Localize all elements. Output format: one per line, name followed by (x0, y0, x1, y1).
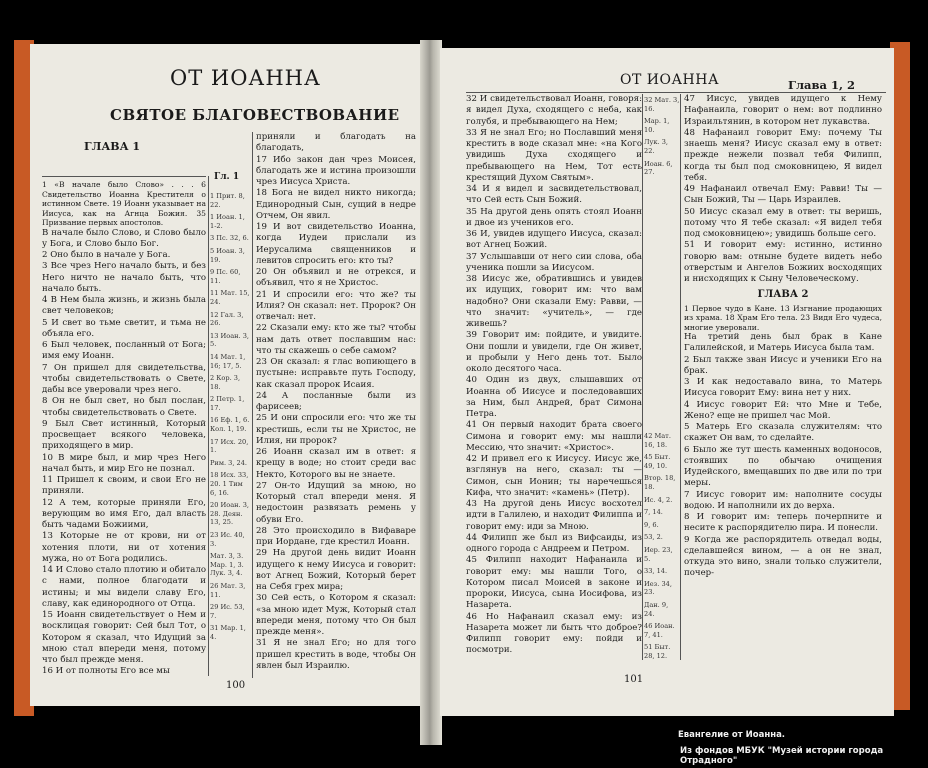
book-spine (420, 40, 442, 745)
verse: 10 В мире был, и мир чрез Него начал быть, и мир Его не познал. (42, 452, 206, 474)
verse: 16 И от полноты Его все мы (42, 666, 170, 677)
verse: 12 А тем, которые приняли Его, верующим во имя Его, дал власть быть чадами Божиими, (42, 497, 206, 530)
right-column-1 (466, 94, 642, 657)
verse: 15 Иоанн свидетельствует о Нем и восклицая говорит: Сей был Тот, о Котором я сказал, что Идущий за мною стал впереди меня, потому что был прежде меня. (42, 610, 206, 665)
verse: 48 Нафанаил говорит Ему: почему Ты знаешь меня? Иисус сказал ему в ответ: прежде нежели позвал тебя Филипп, когда ты был под смоковницею, Я видел тебя. (684, 127, 882, 183)
cross-reference: 51 Быт. 28, 12. (644, 643, 671, 660)
verse: 51 И говорит ему: истинно, истинно говорю вам: отныне будете видеть небо отверстым и Ангелов Божиих восходящих и нисходящих к Сыну Человеческому. (684, 240, 882, 284)
cross-reference: Втор. 18, 18. (644, 474, 676, 491)
cross-reference: 17 Исх. 20, 1. (210, 437, 249, 455)
verse: 41 Он первый находит брата своего Симона и говорит ему: мы нашли Мессию, что значит: «Христос». (466, 420, 642, 453)
cross-reference: 23 Ис. 40, 3. (210, 531, 245, 548)
running-chapter: Глава 1, 2 (788, 78, 855, 92)
verse: 32 И свидетельствовал Иоанн, говоря: я видел Духа, сходящего с неба, как голубя, и пребывающего на Нем; (466, 94, 642, 127)
cross-reference: 13 Иоан. 3, 5. (210, 331, 250, 349)
cross-reference: 11 Мат. 15, 24. (210, 289, 250, 306)
left-page (30, 44, 426, 706)
verse-list (684, 332, 882, 580)
verse: 21 И спросили его: что же? ты Илия? Он сказал: нет. Пророк? Он отвечал: нет. (256, 289, 416, 322)
page-number: 100 (226, 680, 246, 691)
cross-reference: 2 Петр. 1, 17. (210, 395, 245, 412)
verse: 6 Было же тут шесть каменных водоносов, стоявших по обычаю очищения Иудейского, вмещавших по две или по три меры. (684, 444, 882, 489)
cross-reference: 9, 6. (644, 520, 659, 529)
cross-reference: 26 Мат. 3, 11. (210, 581, 246, 599)
left-column-1 (42, 180, 206, 678)
cross-reference: Дан. 9, 24. (644, 600, 669, 618)
cross-reference: 7, 14. (644, 508, 663, 517)
cross-reference: 33, 14. (644, 567, 668, 576)
verse: 44 Филипп же был из Вифсаиды, из одного города с Андреем и Петром. (466, 532, 642, 554)
verse: 20 Он объявил и не отрекся, и объявил, что я не Христос. (256, 267, 416, 289)
cross-reference: Рим. 3, 24. (210, 458, 248, 467)
cross-reference: Иез. 34, 23. (644, 579, 672, 597)
cross-reference: 16 Еф. 1, 6. Кол. 1, 19. (210, 416, 250, 434)
cross-reference: 31 Мар. 1, 4. (210, 624, 246, 641)
verse: 8 И говорит им: теперь почерпните и несите к распорядителю пира. И понесли. (684, 512, 882, 534)
verse: 27 Он-то Идущий за мною, но Который стал впереди меня. Я недостоин развязать ремень у обуви Его. (256, 480, 416, 525)
right-page (440, 48, 894, 716)
cross-references (644, 96, 680, 181)
rule (42, 176, 206, 177)
running-title: ОТ ИОАННА (620, 72, 720, 88)
verse: 5 И свет во тьме светит, и тьма не объяла его. (42, 317, 206, 339)
verse: 18 Бога не видел никто никогда; Единородный Сын, сущий в недре Отчем, Он явил. (256, 188, 416, 221)
verse: 29 На другой день видит Иоанн идущего к нему Иисуса и говорит: вот Агнец Божий, Который берет на Себя грех мира; (256, 548, 416, 592)
verse: 19 И вот свидетельство Иоанна, когда Иудеи прислали из Иерусалима священников и левитов спросить его: кто ты? (256, 222, 416, 266)
cross-reference: Мар. 1, 10. (644, 117, 670, 134)
cross-reference: 14 Мат. 1, 16; 17, 5. (210, 352, 246, 370)
cross-reference: Иоан. 6, 27. (644, 159, 673, 177)
verse: В начале было Слово, и Слово было у Бога, и Слово было Бог. (42, 227, 206, 249)
verse: 47 Иисус, увидев идущего к Нему Нафанаила, говорит о нем: вот подлинно Израильтянин, в котором нет лукавства. (684, 94, 882, 127)
book-title: ОТ ИОАННА (170, 66, 321, 90)
cross-reference: 5 Иоан. 3, 19. (210, 246, 245, 264)
header-rule (466, 92, 886, 93)
cross-reference: 1 Иоан. 1, 1-2. (210, 213, 245, 230)
verse: 7 Иисус говорит им: наполните сосуды водою. И наполнили их до верха. (684, 489, 882, 511)
cross-references (644, 432, 680, 664)
cross-reference: 46 Иоан. 7, 41. (644, 622, 675, 639)
chapter-summary: 1 Первое чудо в Кане. 13 Изгнание продающих из храма. 18 Храм Его тела. 23 Видя Его чудеса, многие уверовали. (684, 303, 882, 332)
cross-reference: 45 Быт. 49, 10. (644, 453, 671, 470)
verse: 31 Я не знал Его; но для того пришел крестить в воде, чтобы Он явлен был Израилю. (256, 638, 416, 671)
verse: 13 Которые не от крови, ни от хотения плоти, ни от хотения мужа, но от Бога родились. (42, 531, 206, 564)
verse: 3 Все чрез Него начало быть, и без Него ничто не начало быть, что начало быть. (42, 261, 206, 294)
verse: 49 Нафанаил отвечал Ему: Равви! Ты — Сын Божий, Ты — Царь Израилев. (684, 184, 882, 206)
verse: 9 Был Свет истинный, Который просвещает всякого человека, приходящего в мир. (42, 418, 206, 452)
cross-reference: 12 Гал. 3, 26. (210, 310, 244, 328)
verse: На третий день был брак в Кане Галилейской, и Матерь Иисуса была там. (684, 332, 882, 354)
right-column-2 (684, 94, 882, 580)
verse: 5 Матерь Его сказала служителям: что скажет Он вам, то сделайте. (684, 422, 882, 444)
cross-reference: 42 Мат. 16, 18. (644, 432, 671, 449)
verse: 36 И, увидев идущего Иисуса, сказал: вот Агнец Божий. (466, 229, 642, 251)
verse: 46 Но Нафанаил сказал ему: из Назарета может ли быть что доброе? Филипп говорит ему: пойди и посмотри. (466, 611, 642, 656)
verse: 6 Был человек, посланный от Бога; имя ему Иоанн. (42, 340, 206, 362)
cross-reference: Мат. 3, 3. Мар. 1, 3. Лук. 3, 4. (210, 552, 244, 578)
cross-reference: 20 Иоан. 3, 28. Деян. 13, 25. (210, 501, 250, 527)
verse: 38 Иисус же, обратившись и увидев их идущих, говорит им: что вам надобно? Они сказали Ему: Равви, — что значит: «учитель», — где живешь? (466, 274, 642, 329)
verse: 30 Сей есть, о Котором я сказал: «за мною идет Муж, Который стал впереди меня, потому что Он был прежде меня». (256, 593, 416, 637)
cross-reference: 1 Прит. 8, 22. (210, 192, 245, 209)
verse: 11 Пришел к своим, и свои Его не приняли. (42, 475, 206, 497)
verse: 37 Услышавши от него сии слова, оба ученика пошли за Иисусом. (466, 251, 642, 273)
verse: 39 Говорит им: пойдите, и увидите. Они пошли и увидели, где Он живет, и пробыли у Него день тот. Было около десятого часа. (466, 330, 642, 374)
verse: 2 Был также зван Иисус и ученики Его на брак. (684, 354, 882, 376)
verse: 24 А посланные были из фарисеев; (256, 390, 416, 412)
verse: 42 И привел его к Иисусу. Иисус же, взглянув на него, сказал: ты — Симон, сын Ионин; ты наречешься Кифа, что значит: «камень» (Петр). (466, 454, 642, 498)
photo-caption-source: Из фондов МБУК "Музей истории города Отрадного" (680, 746, 884, 766)
verse: 28 Это происходило в Вифаваре при Иордане, где крестил Иоанн. (256, 525, 416, 547)
chapter-heading: ГЛАВА 1 (84, 140, 141, 153)
verse: 26 Иоанн сказал им в ответ: я крещу в воде; но стоит среди вас Некто, Которого вы не знаете. (256, 447, 416, 480)
verse: приняли и благодать на благодать, (256, 132, 416, 154)
cross-reference: Лук. 3, 22. (644, 138, 668, 155)
verse: 4 Иисус говорит Ей: что Мне и Тебе, Жено? еще не пришел час Мой. (684, 399, 882, 421)
verse: 2 Оно было в начале у Бога. (42, 250, 171, 260)
verse: 9 Когда же распорядитель отведал воды, сделавшейся вином, — а он не знал, откуда это вино, знали только служители, почер- (684, 534, 882, 579)
verse: 4 В Нем была жизнь, и жизнь была свет человеков; (42, 295, 206, 317)
verse: 14 И Слово стало плотию и обитало с нами, полное благодати и истины; и мы видели славу Его, славу, как единородного от Отца. (42, 565, 207, 609)
column-rule (680, 94, 681, 660)
cross-reference: 29 Ис. 53, 7. (210, 603, 245, 620)
verse: 34 И я видел и засвидетельствовал, что Сей есть Сын Божий. (466, 184, 642, 206)
verse-list (42, 228, 206, 678)
chapter-summary: 1 «В начале было Слово» . . . 6 Свидетельство Иоанна Крестителя о истинном Свете. 19 Иоанн указывает на Иисуса, как на Агнца Божия. 35 Призвание первых апостолов. (42, 180, 206, 227)
verse: 45 Филипп находит Нафанаила и говорит ему: мы нашли Того, о Котором писал Моисей в законе и пророки, Иисуса, сына Иосифова, из Назарета. (466, 555, 642, 611)
verse: 43 На другой день Иисус восхотел идти в Галилею, и находит Филиппа и говорит ему: иди за Мною. (466, 499, 642, 532)
chapter-heading: ГЛАВА 2 (757, 289, 809, 301)
verse: 25 И они спросили его: что же ты крестишь, если ты не Христос, не Илия, ни пророк? (256, 413, 416, 446)
column-rule (252, 132, 253, 678)
column-rule (642, 94, 643, 660)
verse: 35 На другой день опять стоял Иоанн и двое из учеников его. (466, 206, 642, 228)
verse: 33 Я не знал Его; но Пославший меня крестить в воде сказал мне: «на Кого увидишь Духа сходящего и пребывающего на Нем, Тот есть крестящий Духом Святым». (466, 127, 642, 183)
cross-reference: 53, 2. (644, 533, 663, 542)
chapter-abbr: Гл. 1 (214, 172, 240, 182)
photo-caption-title: Евангелие от Иоанна. (678, 730, 786, 740)
verse: 8 Он не был свет, но был послан, чтобы свидетельствовать о Свете. (42, 396, 206, 418)
cross-reference: 3 Пс. 32, 6. (210, 234, 249, 243)
cross-reference: Иер. 23, 5. (644, 545, 673, 563)
verse: 3 И как недоставало вина, то Матерь Иисуса говорит Ему: вина нет у них. (684, 377, 882, 399)
verse: 7 Он пришел для свидетельства, чтобы свидетельствовать о Свете, дабы все уверовали чрез него. (42, 362, 206, 395)
left-column-2 (256, 132, 416, 672)
cross-reference: 2 Кор. 3, 18. (210, 374, 241, 391)
cross-reference: Ис. 4, 2. (644, 495, 673, 504)
cross-references (210, 192, 250, 646)
verse: 17 Ибо закон дан чрез Моисея, благодать же и истина произошли чрез Иисуса Христа. (256, 154, 416, 187)
verse-list (684, 94, 882, 285)
cross-reference: 9 Пс. 60, 11. (210, 268, 241, 285)
book-subtitle: СВЯТОЕ БЛАГОВЕСТВОВАНИЕ (110, 106, 400, 124)
verse: 50 Иисус сказал ему в ответ: ты веришь, потому что Я тебе сказал: «Я видел тебя под смоковницею»; увидишь больше сего. (684, 206, 882, 239)
verse: 22 Сказали ему: кто же ты? чтобы нам дать ответ пославшим нас: что ты скажешь о себе самом? (256, 323, 416, 356)
page-number: 101 (624, 674, 644, 685)
verse: 40 Один из двух, слышавших от Иоанна об Иисусе и последовавших за Ним, был Андрей, брат Симона Петра. (466, 375, 642, 419)
verse: 23 Он сказал: я глас вопиющего в пустыне: исправьте путь Господу, как сказал пророк Исаия. (256, 357, 416, 390)
column-rule (208, 176, 209, 676)
cross-reference: 18 Исх. 33, 20. 1 Тим 6, 16. (210, 471, 249, 497)
cross-reference: 32 Мат. 3, 16. (644, 96, 680, 113)
